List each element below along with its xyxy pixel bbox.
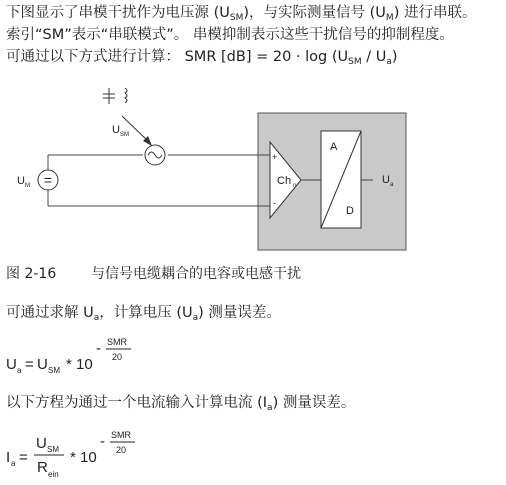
intro-line-2: 索引“SM”表示“串联模式”。 串模抑制表示这些干扰信号的抑制程度。 <box>6 27 454 43</box>
svg-text:U: U <box>6 356 17 373</box>
paragraph-current-error: 以下方程为通过一个电流输入计算电流 $(I_a)$ 测量误差。 <box>6 395 356 413</box>
svg-text:D: D <box>346 205 354 217</box>
ad-converter <box>321 131 361 228</box>
svg-text:a: a <box>11 459 16 468</box>
usm-label: $U_{SM}$ <box>112 124 129 138</box>
measurement-source <box>38 170 58 190</box>
svg-text:=: = <box>25 356 34 373</box>
capacitor-icon <box>103 88 115 104</box>
intro-line-1: 下图显示了串模干扰作为电压源 $(U_{SM})$，与实际测量信号 $(U_M)$ 进行串联。 <box>6 5 477 23</box>
svg-text:-: - <box>96 340 101 357</box>
inductor-icon <box>125 88 127 103</box>
coupling-arrow-icon <box>122 116 152 146</box>
interference-circuit-diagram <box>0 80 506 260</box>
svg-text:+: + <box>272 152 278 162</box>
svg-text:SM: SM <box>47 445 59 454</box>
equation-current <box>0 424 200 484</box>
svg-text:Ch: Ch <box>277 175 292 187</box>
equation-voltage <box>0 332 200 380</box>
svg-text:n: n <box>293 183 297 189</box>
svg-text:U: U <box>37 356 48 373</box>
svg-text:-: - <box>273 198 276 208</box>
figure-number: 图 2-16 <box>6 266 57 282</box>
um-label: $U_M$ <box>17 175 30 189</box>
paragraph-voltage-error: 可通过求解 $U_a$，计算电压 $(U_a)$ 测量误差。 <box>6 305 281 323</box>
svg-text:SM: SM <box>48 366 60 375</box>
svg-text:A: A <box>330 141 338 153</box>
svg-text:=: = <box>43 172 53 188</box>
svg-text:=: = <box>19 449 28 466</box>
svg-text:I: I <box>6 449 11 466</box>
svg-text:a: a <box>17 366 22 375</box>
svg-text:20: 20 <box>112 352 123 362</box>
svg-text:SMR: SMR <box>111 430 131 440</box>
ua-label: $U_a$ <box>382 174 394 188</box>
svg-text:U: U <box>36 435 47 452</box>
ac-source-icon <box>145 145 165 165</box>
intro-line-3: 可通过以下方式进行计算： SMR $[dB] = 20 \cdot \log (U_{SM} / U_a)$ <box>6 49 398 67</box>
svg-text:* 10: * 10 <box>66 356 93 373</box>
figure-caption: 与信号电缆耦合的电容或电感干扰 <box>91 266 301 282</box>
svg-text:R: R <box>37 459 48 476</box>
svg-text:* 10: * 10 <box>70 449 97 466</box>
svg-text:SMR: SMR <box>107 337 127 347</box>
svg-text:ein: ein <box>48 470 59 479</box>
svg-text:20: 20 <box>116 445 127 455</box>
svg-text:-: - <box>100 433 105 450</box>
